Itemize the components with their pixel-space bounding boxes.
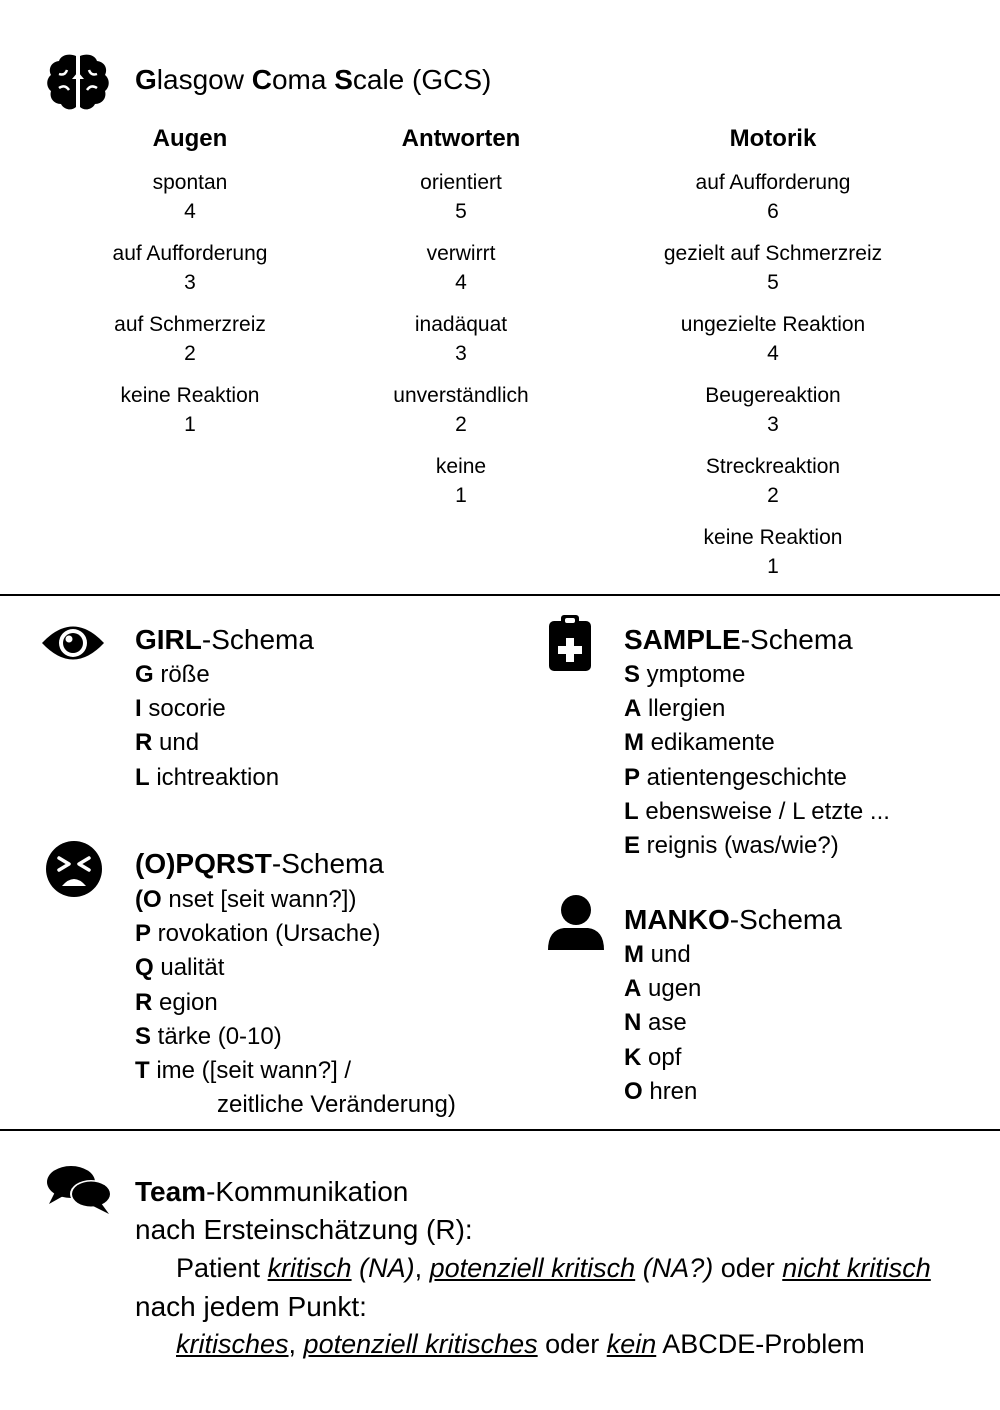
girl-title: GIRL-Schema (135, 624, 314, 655)
team-abcde-status: kritisches, potenziell kritisches oder kein ABCDE-Problem (176, 1329, 865, 1359)
manko-title: MANKO-Schema (624, 904, 842, 935)
list-item: R und (135, 729, 200, 757)
list-item: P rovokation (Ursache) (135, 920, 381, 948)
list-item: T ime ([seit wann?] / (135, 1057, 352, 1085)
list-item: I socorie (135, 695, 226, 723)
gcs-item: inadäquat 3 (414, 313, 508, 365)
section-divider (0, 594, 1000, 596)
team-title: Team-Kommunikation (135, 1176, 409, 1207)
gcs-item: auf Aufforderung 3 (112, 242, 268, 294)
list-item: K opf (624, 1043, 682, 1071)
gcs-item: keine 1 (435, 455, 487, 507)
list-item: R egion (135, 988, 218, 1016)
manko-list (624, 938, 701, 1109)
team-patient-status: Patient kritisch (NA), potenziell kritisch (NA?) oder nicht kritisch (176, 1253, 931, 1283)
list-item: Q ualität (135, 954, 225, 982)
gcs-item: spontan 4 (152, 171, 228, 223)
gcs-column-heading: Augen (152, 125, 228, 152)
gcs-column-heading: Motorik (729, 125, 817, 152)
gcs-title: Glasgow Coma Scale (GCS) (135, 64, 492, 95)
list-item: L ichtreaktion (135, 763, 280, 791)
gcs-item: orientiert 5 (420, 171, 502, 223)
section-divider (0, 1129, 1000, 1131)
girl-list (135, 658, 279, 795)
team-line-after-assessment: nach Ersteinschätzung (R): (135, 1214, 473, 1245)
sample-title: SAMPLE-Schema (624, 624, 853, 655)
brain-icon (45, 52, 111, 112)
gcs-item: keine Reaktion 1 (120, 384, 260, 436)
gcs-column-heading: Antworten (401, 125, 521, 152)
eye-icon (40, 620, 106, 666)
gcs-item: ungezielte Reaktion 4 (680, 313, 866, 365)
gcs-column-motorik (623, 122, 923, 594)
opqrst-title: (O)PQRST-Schema (135, 848, 384, 879)
gcs-item: Streckreaktion 2 (705, 455, 841, 507)
sample-list (624, 658, 890, 863)
medical-clipboard-icon (548, 614, 592, 672)
list-item: (O nset [seit wann?]) (135, 886, 357, 913)
person-icon (546, 894, 606, 952)
list-item: G röße (135, 661, 210, 688)
list-item: L ebensweise / L etzte ... (624, 797, 890, 825)
list-item: P atientengeschichte (624, 763, 847, 791)
list-item-continuation: zeitliche Veränderung) (217, 1091, 456, 1119)
gcs-item: unverständlich 2 (393, 384, 529, 436)
opqrst-list (135, 883, 456, 1122)
gcs-item: verwirrt 4 (426, 242, 496, 294)
list-item: N ase (624, 1009, 687, 1037)
gcs-item: Beugereaktion 3 (705, 384, 841, 436)
gcs-column-augen (70, 122, 310, 452)
chat-bubbles-icon (45, 1164, 113, 1216)
gcs-column-antworten (341, 122, 581, 523)
list-item: E reignis (was/wie?) (624, 832, 839, 860)
list-item: A llergien (624, 695, 726, 723)
team-line-each-point: nach jedem Punkt: (135, 1291, 367, 1322)
list-item: M und (624, 941, 691, 968)
list-item: O hren (624, 1077, 698, 1105)
gcs-item: gezielt auf Schmerzreiz 5 (663, 242, 883, 294)
gcs-item: auf Aufforderung 6 (695, 171, 851, 223)
gcs-item: auf Schmerzreiz 2 (114, 313, 266, 365)
list-item: S ymptome (624, 661, 746, 688)
gcs-item: keine Reaktion 1 (703, 526, 843, 578)
list-item: M edikamente (624, 729, 775, 757)
pain-face-icon (45, 840, 103, 898)
list-item: A ugen (624, 975, 702, 1003)
list-item: S tärke (0-10) (135, 1022, 282, 1050)
